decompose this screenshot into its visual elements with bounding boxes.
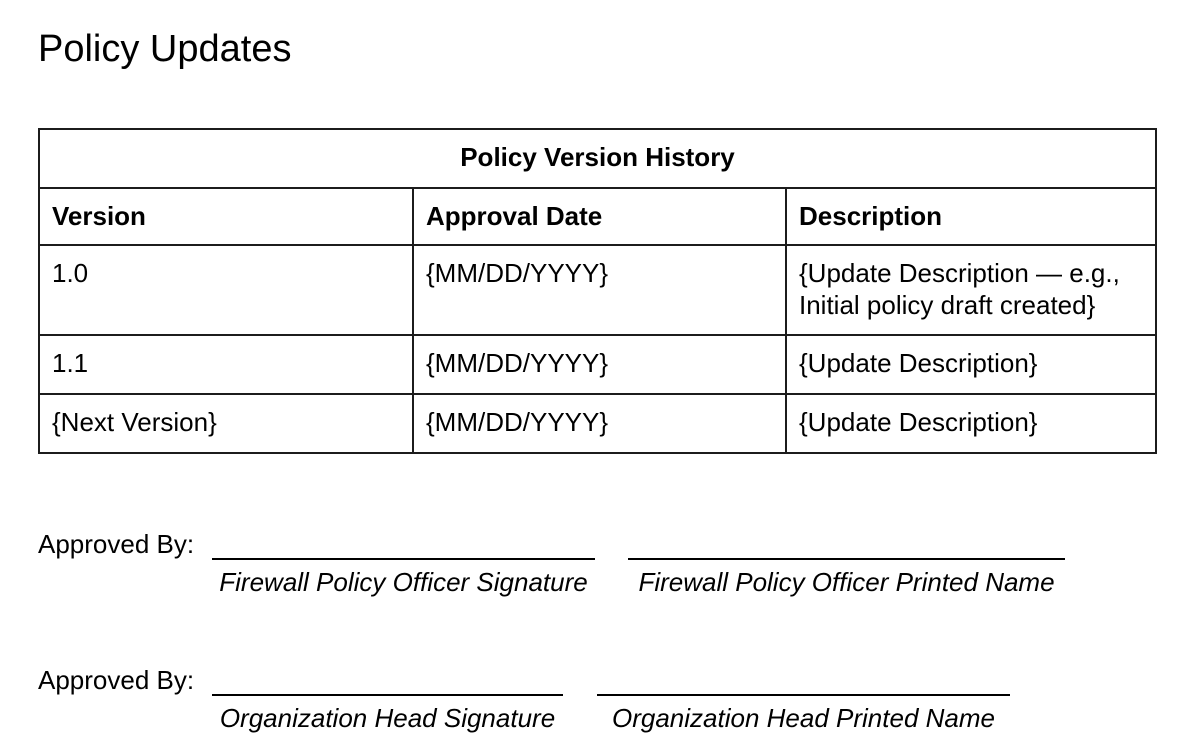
table-row [39, 394, 1156, 453]
approval-date-cell: {MM/DD/YYYY} [413, 245, 786, 334]
firewall-officer-signature-line[interactable] [212, 528, 595, 560]
printed-name-block [628, 528, 1065, 598]
organization-head-signature-line[interactable] [212, 664, 563, 696]
policy-version-history-table [38, 128, 1157, 454]
version-cell: 1.0 [39, 245, 413, 334]
printed-name-caption: Firewall Policy Officer Printed Name [638, 566, 1055, 597]
approved-by-label: Approved By: [38, 528, 195, 559]
approved-by-label: Approved By: [38, 664, 195, 695]
table-title-row [39, 129, 1156, 188]
version-cell: 1.1 [39, 335, 413, 394]
signature-block [212, 528, 595, 598]
printed-name-caption: Organization Head Printed Name [612, 702, 995, 733]
page-title: Policy Updates [38, 28, 292, 70]
table-title: Policy Version History [39, 129, 1156, 188]
approval-section-firewall-policy-officer [38, 528, 1155, 598]
organization-head-printed-name-line[interactable] [597, 664, 1010, 696]
description-cell: {Update Description} [786, 335, 1156, 394]
table-row [39, 245, 1156, 334]
table-header-row [39, 188, 1156, 246]
approval-date-cell: {MM/DD/YYYY} [413, 335, 786, 394]
firewall-officer-printed-name-line[interactable] [628, 528, 1065, 560]
printed-name-block [597, 664, 1010, 734]
version-cell: {Next Version} [39, 394, 413, 453]
signature-caption: Organization Head Signature [219, 702, 556, 733]
approval-date-cell: {MM/DD/YYYY} [413, 394, 786, 453]
column-header-description: Description [786, 188, 1156, 246]
table-row [39, 335, 1156, 394]
column-header-approval-date: Approval Date [413, 188, 786, 246]
description-cell: {Update Description} [786, 394, 1156, 453]
signature-block [212, 664, 563, 734]
approval-section-organization-head [38, 664, 1155, 734]
signature-caption: Firewall Policy Officer Signature [219, 566, 588, 597]
description-cell: {Update Description — e.g., Initial policy draft created} [786, 245, 1156, 334]
column-header-version: Version [39, 188, 413, 246]
